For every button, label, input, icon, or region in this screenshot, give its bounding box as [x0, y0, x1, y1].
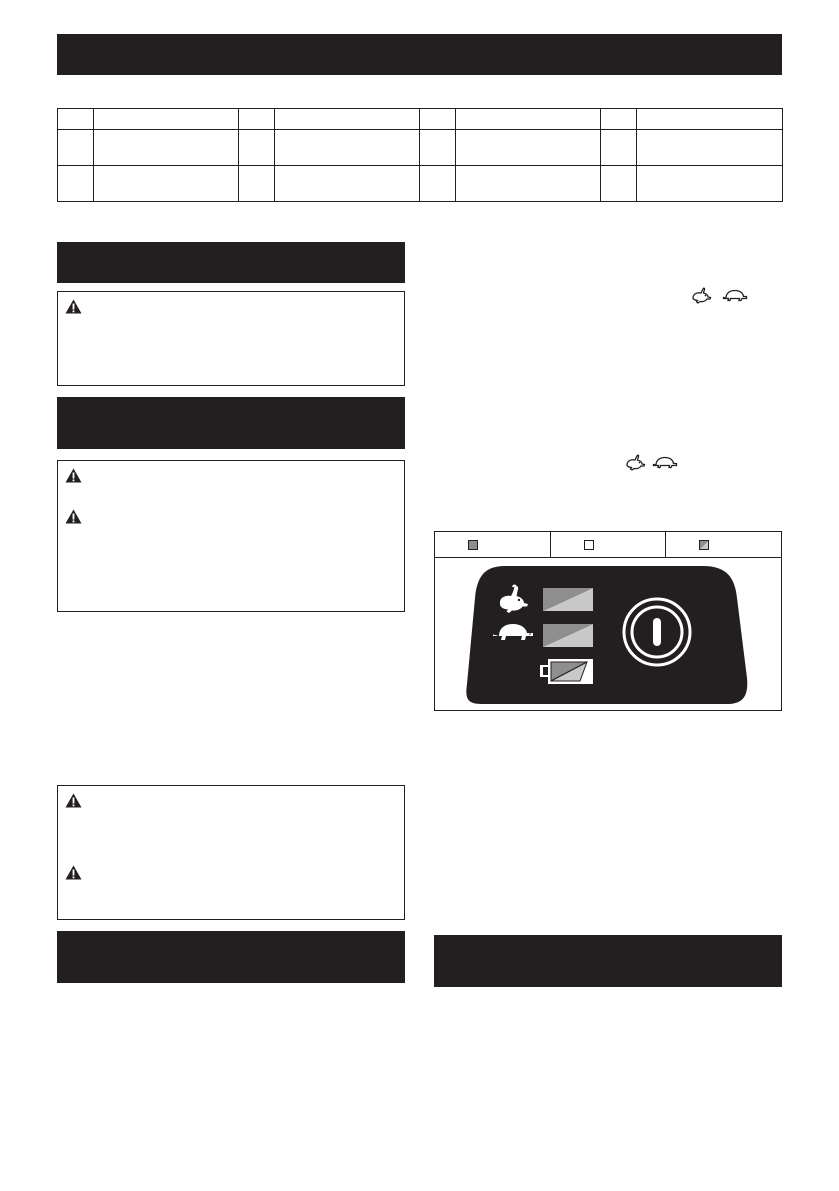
parts-table	[57, 108, 783, 202]
table-row	[58, 166, 783, 202]
warning-triangle-icon	[65, 299, 82, 314]
lamp-blinking-swatch	[699, 540, 709, 550]
warning-triangle-icon	[65, 468, 82, 483]
table-cell	[420, 130, 456, 166]
section-header-bar	[57, 931, 405, 983]
table-cell	[637, 130, 783, 166]
table-row	[58, 130, 783, 166]
legend-item-off	[550, 532, 666, 558]
table-cell	[239, 109, 275, 130]
section-header-bar	[434, 935, 782, 987]
legend-item-lit	[435, 532, 551, 558]
turtle-icon	[652, 456, 678, 469]
table-cell	[456, 130, 601, 166]
top-header-bar	[57, 34, 782, 75]
table-cell	[94, 109, 239, 130]
table-cell	[420, 166, 456, 202]
table-cell	[58, 109, 94, 130]
table-cell	[275, 166, 420, 202]
table-cell	[239, 130, 275, 166]
table-cell	[239, 166, 275, 202]
warning-triangle-icon	[65, 509, 82, 524]
table-cell	[275, 130, 420, 166]
table-row	[58, 109, 783, 130]
turtle-icon	[722, 289, 748, 302]
lamp-lit-swatch	[468, 540, 478, 550]
rabbit-icon	[624, 453, 646, 471]
table-cell	[601, 130, 637, 166]
lamp-off-swatch	[584, 540, 594, 550]
table-cell	[456, 109, 601, 130]
warning-box	[57, 291, 405, 386]
table-cell	[601, 166, 637, 202]
table-cell	[94, 166, 239, 202]
table-cell	[275, 109, 420, 130]
table-cell	[601, 109, 637, 130]
warning-box	[57, 460, 405, 612]
table-cell	[58, 166, 94, 202]
warning-box	[57, 785, 405, 920]
lamp-legend	[434, 531, 782, 558]
table-cell	[94, 130, 239, 166]
speed-low-lamp	[543, 624, 593, 647]
warning-triangle-icon	[65, 793, 82, 808]
section-header-bar	[57, 242, 405, 283]
table-cell	[456, 166, 601, 202]
section-header-bar	[57, 397, 405, 449]
table-cell	[58, 130, 94, 166]
warning-triangle-icon	[65, 865, 82, 880]
control-panel-illustration	[435, 558, 781, 710]
rabbit-icon	[690, 286, 712, 304]
control-panel-figure	[434, 557, 782, 711]
legend-item-blinking	[666, 532, 782, 558]
table-cell	[420, 109, 456, 130]
table-cell	[637, 109, 783, 130]
speed-high-lamp	[543, 588, 593, 611]
table-cell	[637, 166, 783, 202]
